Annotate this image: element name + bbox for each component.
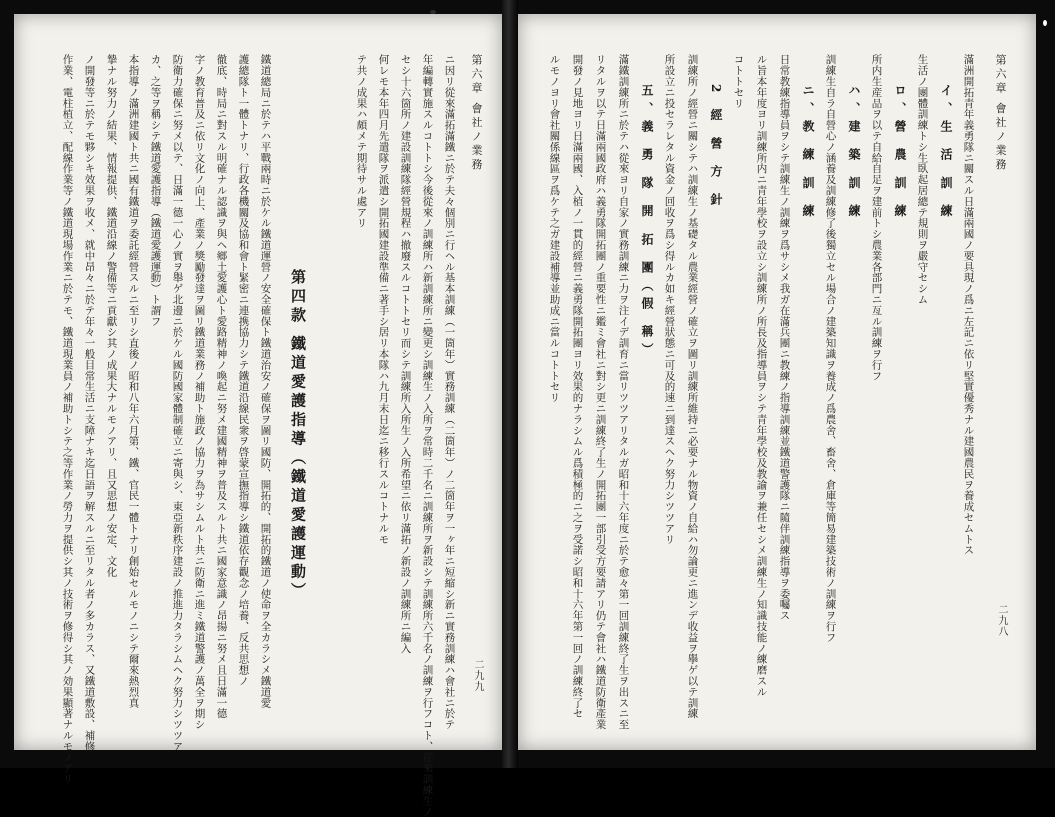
text-line: 摯ナル努力ノ結果、情報提供、鐵道沿線ノ警備等ニ貢獻シ其ノ成果大ナルモノアリ、且又思想ノ安定、文化 — [105, 54, 118, 578]
text-line: 本指導ノ滿洲建國ト共ニ國有鐵道ヲ委託經營スルニ至リシ直後ノ昭和八年六月第、鐵、官民一體トナリ創始セルモノニシテ爾來熱烈真 — [127, 54, 140, 708]
section-heading: イ、生 活 訓 練 — [939, 84, 953, 223]
left-running-head: 第六章 會社ノ業務 — [470, 54, 483, 173]
text-line: テ共ノ成果ハ頗メテ期待サル處アリ — [355, 54, 368, 229]
text-line: 字ノ教育普及ニ依リ文化ノ向上、產業ノ獎勵發達ヲ圖リ鐵道業務ノ補助ト施政ノ協力ヲ為サシムルト共ニ防衛ニ進ミ鐵道警護ノ萬全ヲ期シ — [193, 54, 206, 730]
scan-speck — [1043, 20, 1047, 26]
text-line: 滿洲開拓青年義勇隊ニ關スル日滿兩國ノ要具現ノ爲ニ左記ニ依リ堅實優秀ナル建國農民ヲ養成セムトス — [962, 54, 975, 556]
section-title: 第四款 鐵道愛護指導（鐵道愛護運動） — [289, 269, 307, 602]
left-page-number: 二九九 — [472, 659, 483, 692]
text-line: 所内生産品ヲ以テ自給自足ヲ建前トシ農業各部門ニ亙ル訓練ヲ行フ — [870, 54, 883, 381]
text-line: ル旨本年度ヨリ訓練所内ニ青年學校ヲ設立シ訓練所ノ所長及指導員ヲシテ青年學校及教諭ヲ兼任セシメ訓練生ノ知識技能ノ練磨スル — [755, 54, 768, 698]
text-line: 訓練生自ラ自營心ノ涵養及訓練修了後獨立セル場合ノ建築知識ヲ養成ノ爲農舍、畜舍、倉庫等簡易建築技術ノ訓練ヲ行フ — [824, 54, 837, 643]
text-line: 生活ノ團體訓練トシ生臥起居總テ規則ヲ嚴守セシム — [916, 54, 929, 305]
section-heading: 五、義 勇 隊 開 拓 團（假 稱） — [640, 84, 654, 362]
scan-speck — [430, 10, 436, 14]
text-line: 滿鐵訓練所ニ於テハ從來ヨリ自家ノ實務訓練ニ力ヲ注イデ訓育ニ當リツツアリタルガ昭和十六年度ニ於テ愈々第一回訓練終了生ヲ出スニ至 — [617, 54, 630, 730]
book-gutter — [502, 0, 518, 768]
text-line: 作業、電柱植立、配線作業等ノ鐵道現場作業ニ於テモ、鐵道現業員ノ補助トシテ之等作業ノ勞力ヲ提供シ其ノ技術ヲ修得シ其ノ効果顯著ナルモノアリ — [61, 54, 74, 785]
text-line: 鐵道總局ニ於テハ平戰兩時ニ於ケル鐵道運營ノ安全確保ト鐵道治安ノ確保ヲ圖リ國防、開拓的、開拓的鐵道ノ使命ヲ全カラシメ鐵道愛 — [259, 54, 272, 708]
right-page — [518, 14, 1036, 750]
text-line: 所設立ニ投セラレタル資金ノ回收ヲ爲シ得ルカ如キ經營狀態ニ可及的速ニ到達スヘク努力シツツアリ — [663, 54, 676, 545]
section-heading: ロ、營 農 訓 練 — [893, 84, 907, 223]
section-heading: ハ、建 築 訓 練 — [847, 84, 861, 223]
text-line: 防衛力確保ニ努メ以テ、日滿一德一心ノ實ヲ舉ゲ北邊ニ於ケル國防國家體制確立ニ寄與シ、東亞新秩序建設ノ推進力タラシムヘク努力シツツア — [171, 54, 184, 752]
left-page — [14, 14, 502, 817]
text-line: コトトセリ — [732, 54, 745, 109]
text-line: ニ因リ從來滿拓滿鐵ニ於テ夫々個別ニ行ヘル基本訓練（一箇年）實務訓練（二箇年）ノ二箇年ヲ一ヶ年ニ短縮シ新ニ實務訓練ハ會社ニ於テ — [443, 54, 456, 730]
text-line: 訓練所ノ經營ニ關シテハ訓練生ノ基礎タル農業經營ノ確立ヲ圖リ訓練所維持ニ必要ナル物資ノ自給ハ勿論更ニ進ンデ收益ヲ擧ゲ以テ訓練 — [686, 54, 699, 719]
text-line: ノ開發等ニ於テモ夥シキ效果ヲ收メ、就中昂々ニ於テ年々一般目常生活ニ支障ナキ迄日語ヲ解スルニ至リタル者ノ多カラス、又鐵道敷設、補修 — [83, 54, 96, 752]
right-page-number: 二九八 — [996, 604, 1007, 637]
text-line: ルモノヨリ會社關係線區ヲ爲ケテ之ガ建設補導並助成ニ當ルコトトセリ — [548, 54, 561, 403]
section-heading: 2 經 營 方 針 — [709, 84, 723, 212]
section-heading: ニ、教 練 訓 練 — [801, 84, 815, 223]
text-line: カ、之等ヲ稱シテ鐵道愛護指導（鐵道愛護運動）ト謂フ — [149, 54, 162, 327]
text-line: セシ十六箇所ノ建設訓練隊經營規程ハ撤廢スルコトトセリ而シテ訓練所入所生ノ入所希望ニ依リ滿拓ノ新設ノ訓練所ニ編入 — [399, 54, 412, 654]
text-line: 日常教練指導員ヲシテ訓練生ノ訓練ヲ爲サシメ我ガ在滿兵團ニ教練ノ指導訓練並鐵道警護隊ニ隨伴訓練指導ヲ委囑ス — [778, 54, 791, 621]
right-running-head: 第六章 會社ノ業務 — [994, 54, 1007, 173]
text-line: 何レモ本年四月先遣隊ヲ派遣シ開拓國建設準備ニ著手シ居リ本隊ハ九月末日迄ニ移行スルコトナルモ — [377, 54, 390, 545]
text-line: 徹底、時局ニ對スル明確ナル認識ヲ與ヘ鄉土愛護心ト愛路精神ノ喚起ニ努メ建國精神ヲ普及スルト共ニ國家意識ノ昂揚ニ努メ且日滿一德 — [215, 54, 228, 719]
text-line: 年編轉實施スルコトトシ今後從來ノ訓練所ハ新訓練所ニ變更シ訓練生ノ入所ヲ常時二千名ニ訓練所ヲ新設シテ訓練所六千名ノ訓練ヲ行フコト、從來訓練生ノ — [421, 54, 434, 817]
text-line: リタルヲ以テ日滿兩國政府ハ義勇隊開拓團ノ重要性ニ鑑ミ會社ニ對シ更ニ訓練終了生ノ開拓團一部引受方要請アリ仍テ會社ハ鐵道防衛產業 — [594, 54, 607, 730]
text-line: 護總隊ト一體トナリ、行政各機關及協和會ト緊密ニ連携協力シテ鐵道沿線民衆ヲ啓蒙宣撫指導シ鐵道依存觀念ノ培養、反共思想ノ — [237, 54, 250, 687]
text-line: 開發ノ見地ヨリ日滿兩國、入植ノ一貫的經營ニ義勇隊開拓團ヨリ效果的ナラシムル爲積極的ニ之ヲ受諾シ昭和十六年第一回ノ訓練終了セ — [571, 54, 584, 719]
